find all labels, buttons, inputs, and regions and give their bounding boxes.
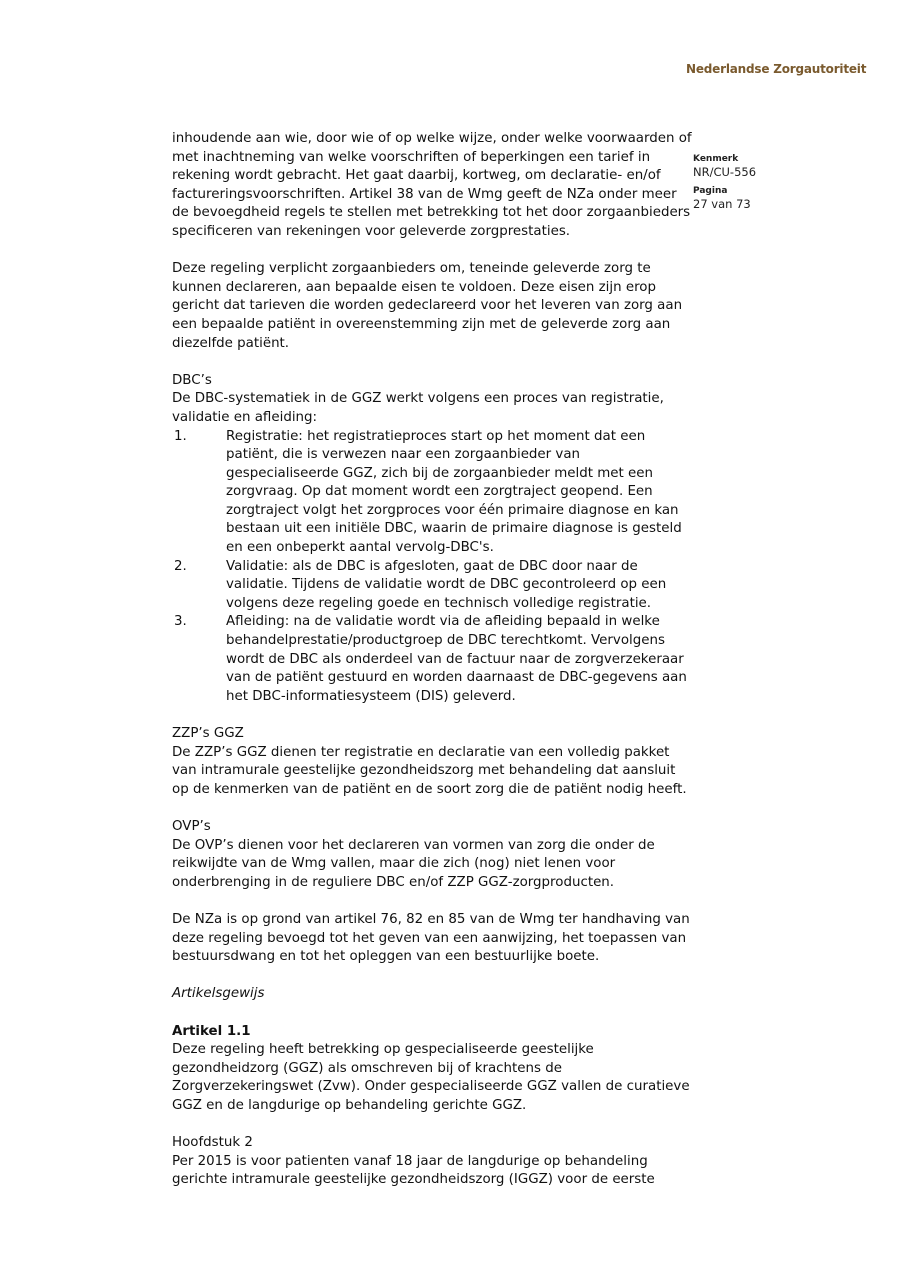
document-meta (693, 153, 823, 217)
dbc-process-list (172, 428, 692, 707)
paragraph: De OVP’s dienen voor het declareren van vormen van zorg die onder de reikwijdte van de Wmg vallen, maar die zich (nog) niet lenen voor onderbrenging in de reguliere DBC en/of ZZP GGZ-zorgproducten. (172, 837, 655, 890)
list-number: 3. (174, 614, 187, 630)
pagina-value: 27 van 73 (693, 197, 751, 211)
paragraph: inhoudende aan wie, door wie of op welke wijze, onder welke voorwaarden of met inachtneming van welke voorschriften of beperkingen een tarief in rekening wordt gebracht. Het gaat daarbij, kortweg, om declaratie- en/of factureringsvoorschriften. Artikel 38 van de Wmg geeft de NZa onder meer de bevoegdheid regels te stellen met betrekking tot het door zorgaanbieders specificeren van rekeningen voor geleverde zorgprestaties. (172, 131, 692, 239)
kenmerk-label: Kenmerk (693, 154, 739, 164)
paragraph: Deze regeling verplicht zorgaanbieders om, teneinde geleverde zorg te kunnen declareren, aan bepaalde eisen te voldoen. Deze eisen zijn erop gericht dat tarieven die worden gedeclareerd voor het leveren van zorg aan een bepaalde patiënt in overeenstemming zijn met de geleverde zorg aan diezelfde patiënt. (172, 261, 683, 351)
section-heading-zzp: ZZP’s GGZ (172, 726, 244, 741)
article-heading: Artikel 1.1 (172, 1023, 251, 1039)
chapter-heading: Hoofdstuk 2 (172, 1135, 253, 1151)
kenmerk-value: NR/CU-556 (693, 165, 757, 179)
paragraph: De ZZP’s GGZ dienen ter registratie en declaratie van een volledig pakket van intramurale geestelijke gezondheidszorg met behandeling dat aansluit op de kenmerken van de patiënt en de soort zorg die de patiënt nodig heeft. (172, 744, 687, 797)
list-item (172, 558, 692, 614)
list-text: Afleiding: na de validatie wordt via de afleiding bepaald in welke behandelprestatie/productgroep de DBC terechtkomt. Vervolgens wordt de DBC als onderdeel van de factuur naar de zorgverzekeraar van de patiënt gestuurd en worden daarnaast de DBC-gegevens aan het DBC-informatiesysteem (DIS) geleverd. (226, 614, 687, 704)
paragraph: De DBC-systematiek in de GGZ werkt volgens een proces van registratie, validatie en afleiding: (172, 391, 664, 425)
section-heading-dbc: DBC’s (172, 372, 212, 388)
paragraph: De NZa is op grond van artikel 76, 82 en 85 van de Wmg ter handhaving van deze regeling bevoegd tot het geven van een aanwijzing, het toepassen van bestuursdwang en tot het opleggen van een bestuurlijke boete. (172, 911, 690, 965)
paragraph: Per 2015 is voor patienten vanaf 18 jaar de langdurige op behandeling gerichte intramurale geestelijke gezondheidszorg (IGGZ) voor de eerste (172, 1153, 655, 1188)
list-item (172, 428, 692, 558)
list-item (172, 613, 692, 706)
paragraph: Deze regeling heeft betrekking op gespecialiseerde geestelijke gezondheidzorg (GGZ) als omschreven bij of krachtens de Zorgverzekeringswet (Zvw). Onder gespecialiseerde GGZ vallen de curatieve GGZ en de langdurige op behandeling gerichte GGZ. (172, 1042, 690, 1113)
section-heading-ovp: OVP’s (172, 818, 211, 834)
list-text: Registratie: het registratieproces start op het moment dat een patiënt, die is verwezen naar een zorgaanbieder van gespecialiseerde GGZ, zich bij de zorgaanbieder meldt met een zorgvraag. Op dat moment wordt een zorgtraject geopend. Een zorgtraject volgt het zorgproces voor één primaire diagnose en kan bestaan uit een initiële DBC, waarin de primaire diagnose is gesteld en een onbeperkt aantal vervolg-DBC's. (226, 428, 682, 556)
document-body (172, 130, 692, 1190)
organization-name: Nederlandse Zorgautoriteit (686, 62, 867, 76)
list-text: Validatie: als de DBC is afgesloten, gaat de DBC door naar de validatie. Tijdens de validatie wordt de DBC gecontroleerd op een volgens deze regeling goede en technisch volledige registratie. (226, 558, 667, 611)
pagina-label: Pagina (693, 186, 728, 196)
section-heading-artikelsgewijs: Artikelsgewijs (172, 986, 265, 1002)
list-number: 1. (174, 428, 187, 444)
list-number: 2. (174, 558, 187, 574)
